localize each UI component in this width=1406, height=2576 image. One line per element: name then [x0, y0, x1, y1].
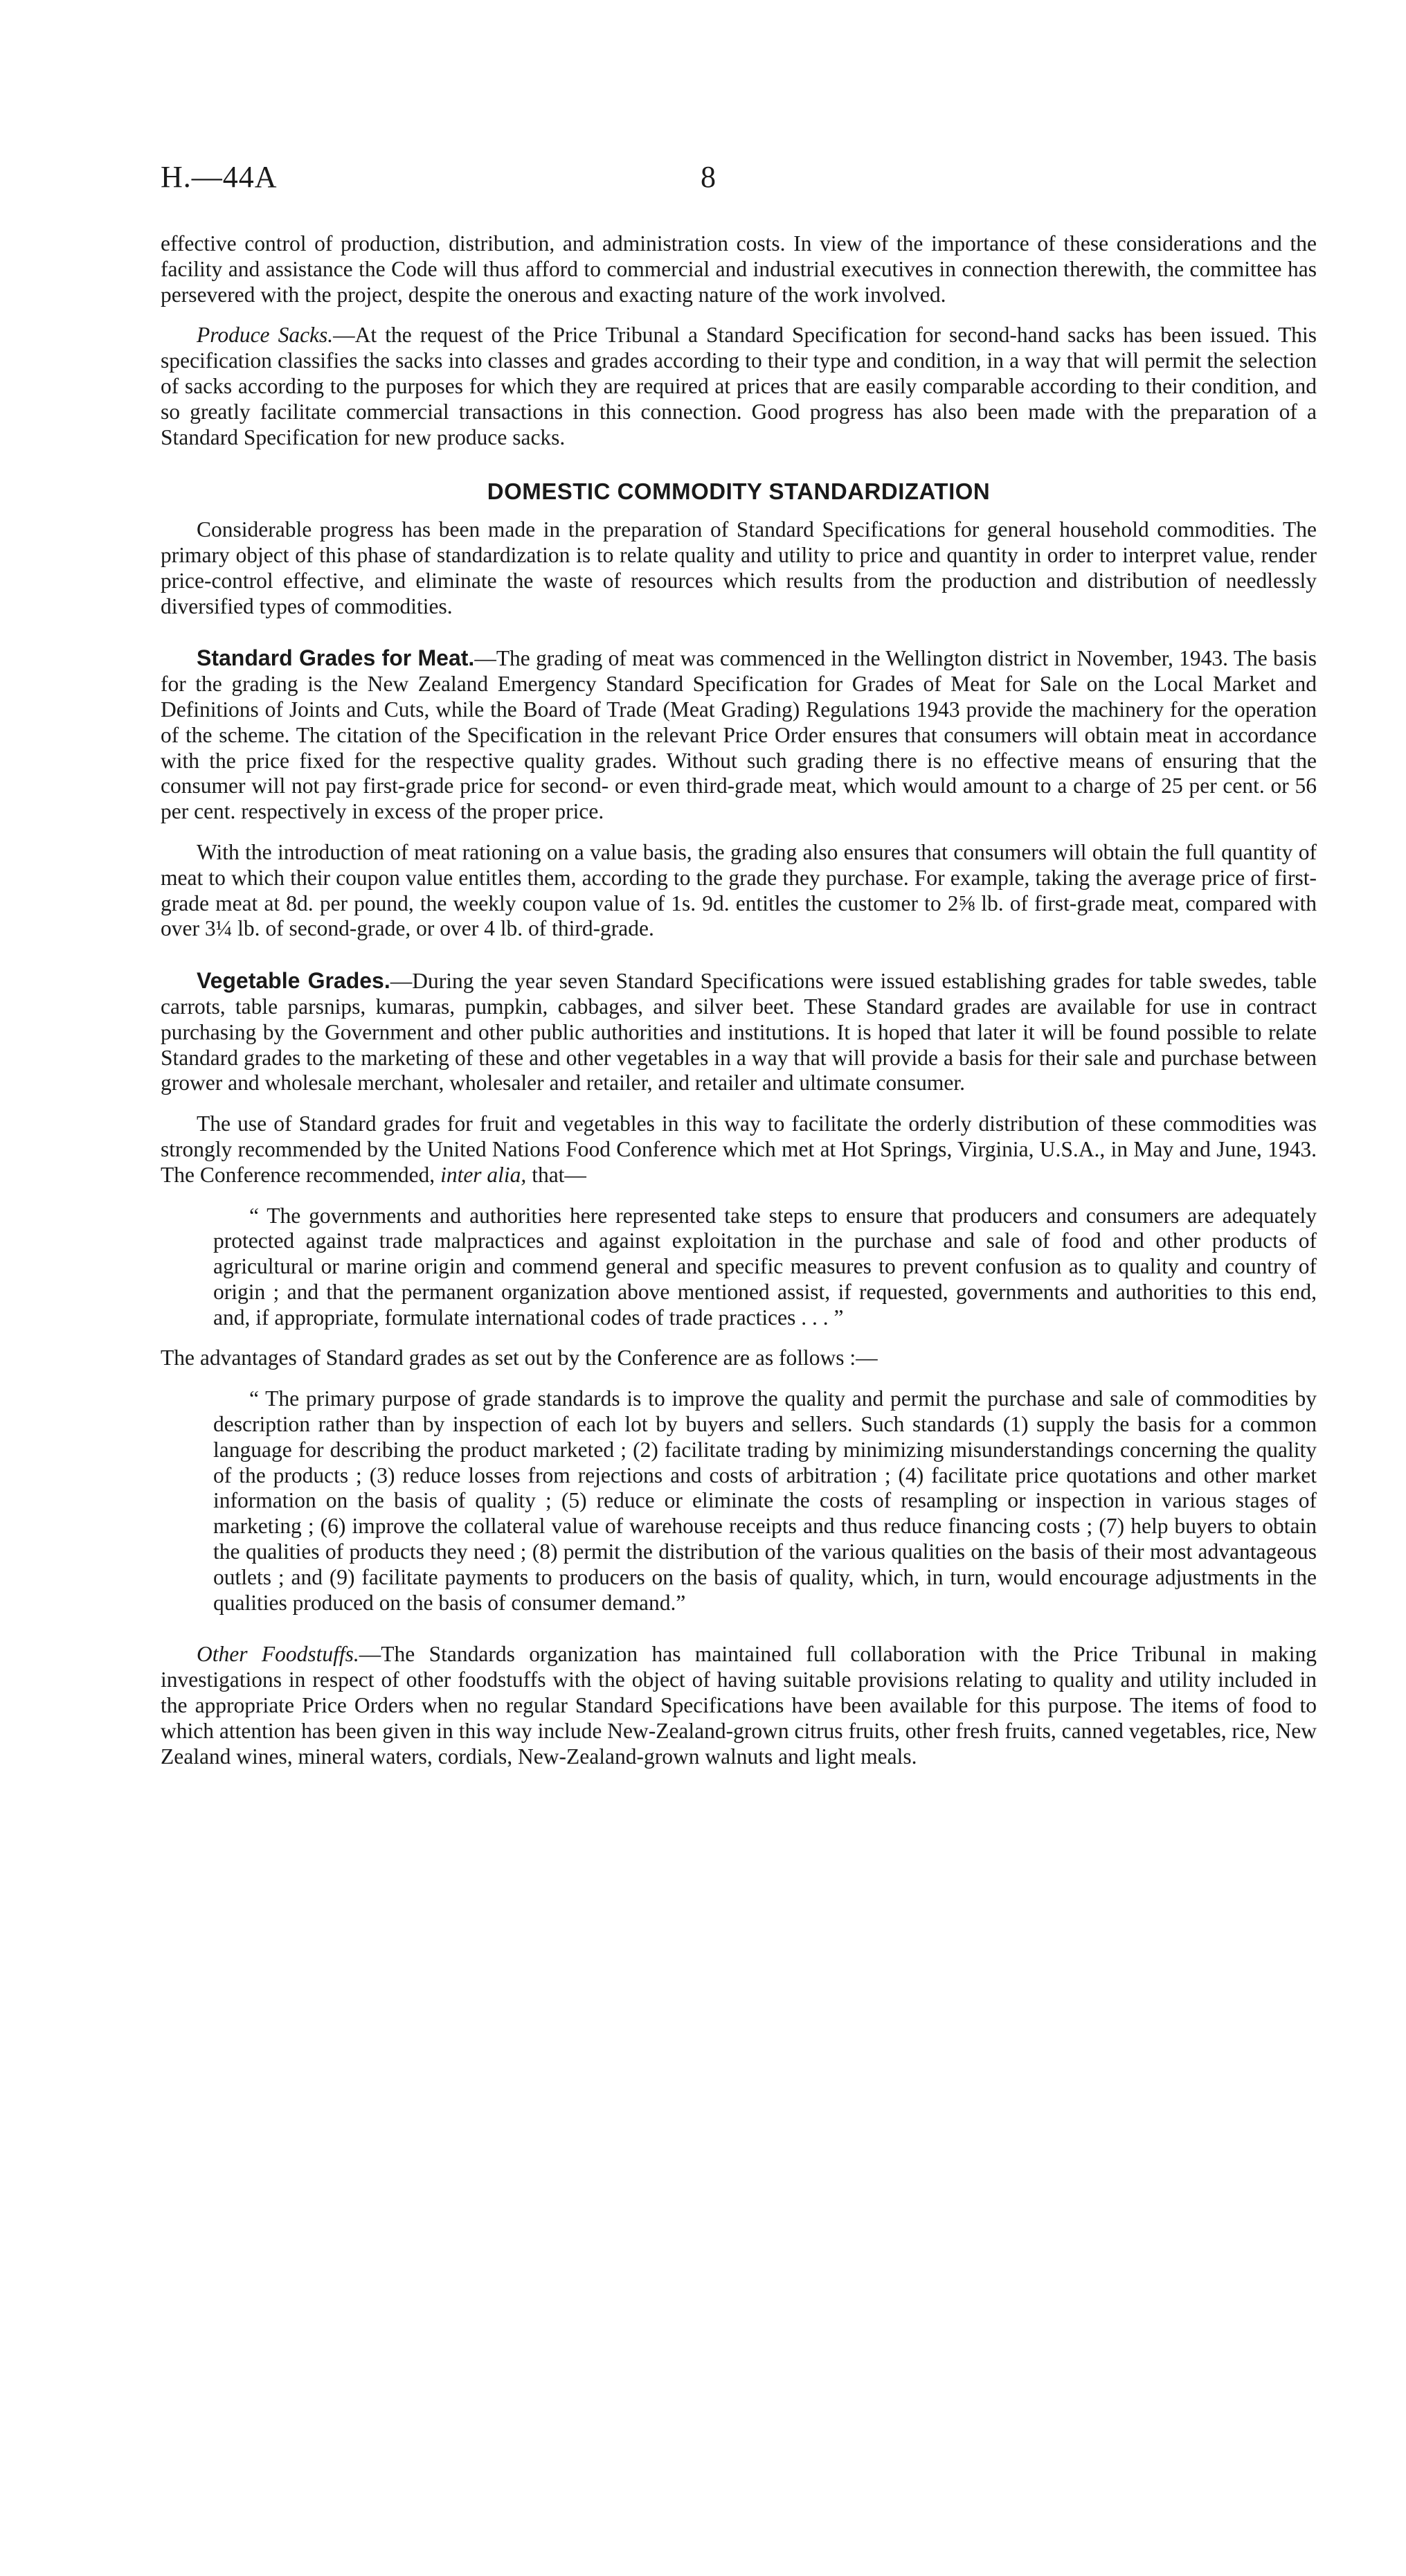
food-conference-main: The use of Standard grades for fruit and vegetables in this way to facilitate the orderly distribution of these commodities was strongly recommended by the United Nations Food Conference which met at Hot Springs, Virginia, U.S.A., in May and June, 1943. The Conference recommended,	[161, 1111, 1317, 1187]
section-heading: DOMESTIC COMMODITY STANDARDIZATION	[487, 478, 991, 505]
quote-grade-standards: “ The primary purpose of grade standards is to improve the quality and permit the purchase and sale of commodities by description rather than by inspection of each lot by buyers and sellers. Such standards (1) supply the basis for a common language for describing the product marketed ; (2) facilitate trading by minimizing misunderstandings concerning the quality of the products ; (3) reduce losses from rejections and costs of arbitration ; (4) facilitate price quotations and other market information on the basis of quality ; (5) reduce or eliminate the costs of resampling or inspection in various stages of marketing ; (6) improve the collateral value of warehouse receipts and thus reduce financing costs ; (7) help buyers to obtain the qualities of products they need ; (8) permit the distribution of the various qualities on the basis of their most advantageous outlets ; and (9) facilitate payments to producers on the basis of quality, which, in turn, would encourage adjustments in the qualities produced on the basis of consumer demand.”	[213, 1386, 1317, 1615]
food-conference-end: that—	[532, 1162, 586, 1187]
produce-sacks-heading: Produce Sacks.	[197, 323, 334, 348]
document-id: H.—44A	[161, 160, 278, 194]
page-header	[161, 159, 1317, 208]
paragraph-other-foodstuffs	[161, 1642, 1317, 1769]
paragraph-meat-rationing: With the introduction of meat rationing on a value basis, the grading also ensures that consumers will obtain the full quantity of meat to which their coupon value entitles them, according to the grade they purchase. For example, taking the average price of first-grade meat at 8d. per pound, the weekly coupon value of 1s. 9d. entitles the customer to 2⅝ lb. of first-grade meat, compared with over 3¼ lb. of second-grade, or over 4 lb. of third-grade.	[161, 839, 1317, 941]
vegetable-grades-heading: Vegetable Grades.	[197, 968, 390, 994]
paragraph-domestic-intro: Considerable progress has been made in the preparation of Standard Specifications for general household commodities. The primary object of this phase of standardization is to relate quality and utility to price and quantity in order to interpret value, render price-control effective, and eliminate the waste of resources which results from the production and distribution of needlessly diversified types of commodities.	[161, 517, 1317, 618]
page-number: 8	[701, 160, 716, 194]
vegetable-grades-body: —During the year seven Standard Specifications were issued establishing grades for table swedes, table carrots, table parsnips, kumaras, pumpkin, cabbages, and silver beet. These Standard grades are available for use in contract purchasing by the Government and other public authorities and institutions. It is hoped that later it will be found possible to relate Standard grades to the marketing of these and other vegetables in a way that will provide a basis for their sale and purchase between grower and wholesale merchant, wholesaler and retailer, and retailer and ultimate consumer.	[161, 969, 1317, 1095]
paragraph-meat-grades	[161, 645, 1317, 825]
quote-conference-recommendation: “ The governments and authorities here represented take steps to ensure that producers and consumers are adequately protected against trade malpractices and against exploitation in the purchase and sale of food and other products of agricultural or marine origin and commend general and specific measures to prevent confusion as to quality and country of origin ; and that the permanent organization above mentioned assist, if requested, governments and authorities to this end, and, if appropriate, formulate international codes of trade practices . . . ”	[213, 1203, 1317, 1330]
body-text	[161, 231, 1317, 1769]
meat-grades-heading: Standard Grades for Meat.	[197, 645, 475, 671]
paragraph-vegetable-grades	[161, 968, 1317, 1096]
produce-sacks-body: —At the request of the Price Tribunal a Standard Specification for second-hand sacks has been issued. This specification classifies the sacks into classes and grades according to their type and condition, in a way that will permit the selection of sacks according to the purposes for which they are required at prices that are easily comparable according to their condition, and so greatly facilitate commercial transactions in this connection. Good progress has also been made with the preparation of a Standard Specification for new produce sacks.	[161, 323, 1317, 449]
paragraph-continuation: effective control of production, distribution, and administration costs. In view of the importance of these considerations and the facility and assistance the Code will thus afford to commercial and industrial executives in connection therewith, the committee has persevered with the project, despite the onerous and exacting nature of the work involved.	[161, 231, 1317, 307]
meat-grades-body: —The grading of meat was commenced in the Wellington district in November, 1943. The basis for the grading is the New Zealand Emergency Standard Specification for Grades of Meat for Sale on the Local Market and Definitions of Joints and Cuts, while the Board of Trade (Meat Grading) Regulations 1943 provide the machinery for the operation of the scheme. The citation of the Specification in the relevant Price Order ensures that consumers will obtain meat in accordance with the price fixed for the respective quality grades. Without such grading there is no effective means of ensuring that the consumer will not pay first-grade price for second- or even third-grade meat, which would amount to a charge of 25 per cent. or 56 per cent. respectively in excess of the proper price.	[161, 646, 1317, 824]
paragraph-advantages-intro: The advantages of Standard grades as set out by the Conference are as follows :—	[161, 1345, 878, 1370]
paragraph-food-conference	[161, 1111, 1317, 1188]
food-conference-italic: inter alia,	[440, 1162, 527, 1187]
paragraph-produce-sacks	[161, 323, 1317, 450]
other-foodstuffs-heading: Other Foodstuffs.	[197, 1642, 359, 1667]
other-foodstuffs-body: —The Standards organization has maintained full collaboration with the Price Tribunal in making investigations in respect of other foodstuffs with the object of having suitable provisions relating to quality and utility included in the appropriate Price Orders when no regular Standard Specifications have been available for this purpose. The items of food to which attention has been given in this way include New-Zealand-grown citrus fruits, other fresh fruits, canned vegetables, rice, New Zealand wines, mineral waters, cordials, New-Zealand-grown walnuts and light meals.	[161, 1642, 1317, 1769]
